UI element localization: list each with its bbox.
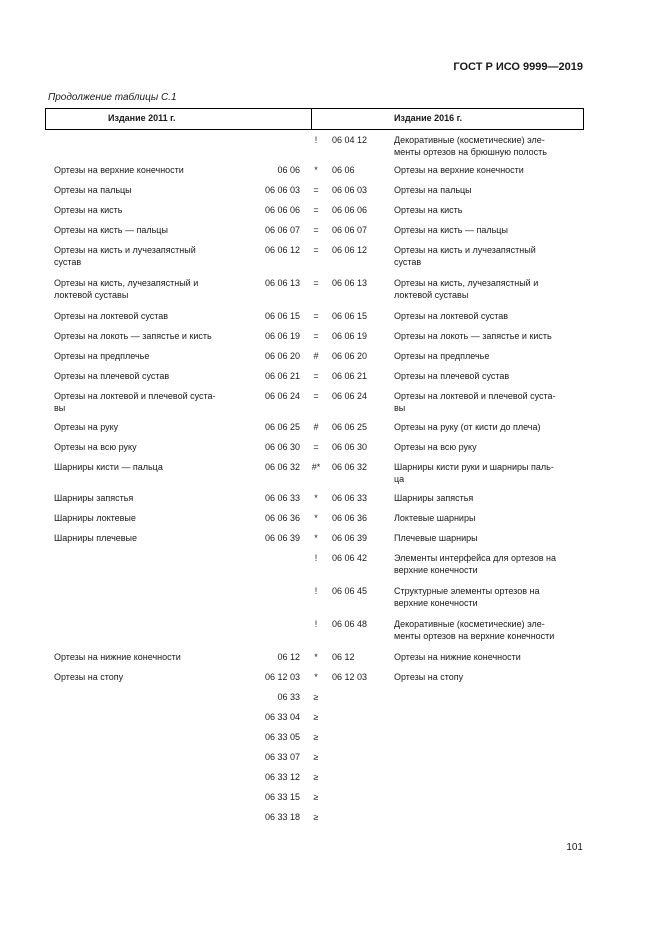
relation-symbol: * [314, 652, 318, 662]
code-2011: 06 06 03 [264, 185, 300, 195]
standard-header: ГОСТ Р ИСО 9999—2019 [453, 61, 583, 73]
table-caption: Продолжение таблицы С.1 [48, 92, 177, 103]
code-2016: 06 06 06 [332, 205, 368, 215]
name-2016: Структурные элементы ортезов на верхние конечности [394, 586, 540, 608]
code-2016: 06 06 48 [332, 619, 368, 629]
code-2016: 06 04 12 [332, 135, 368, 145]
name-2011: Шарниры плечевые [54, 533, 138, 543]
name-2016: Ортезы на верхние конечности [394, 165, 524, 175]
code-2016: 06 06 36 [332, 513, 368, 523]
relation-symbol: = [313, 331, 319, 341]
code-2011: 06 06 32 [264, 462, 300, 472]
name-2016: Шарниры кисти руки и шарниры паль- ца [394, 462, 554, 484]
name-2011: Ортезы на плечевой сустав [54, 371, 170, 381]
name-2016: Ортезы на локоть — запястье и кисть [394, 331, 552, 341]
relation-symbol: = [313, 245, 319, 255]
relation-symbol: ! [314, 586, 318, 596]
relation-symbol: = [313, 371, 319, 381]
header-2011: Издание 2011 г. [46, 109, 312, 129]
code-2011: 06 33 [277, 692, 300, 702]
code-2011: 06 33 15 [264, 792, 300, 802]
relation-symbol: ≥ [313, 732, 319, 742]
code-2011: 06 06 30 [264, 442, 300, 452]
relation-symbol: = [313, 442, 319, 452]
name-2011: Ортезы на локоть — запястье и кисть [54, 331, 212, 341]
relation-symbol: = [313, 205, 319, 215]
code-2011: 06 33 07 [264, 752, 300, 762]
code-2011: 06 06 06 [264, 205, 300, 215]
name-2016: Ортезы на нижние конечности [394, 652, 521, 662]
code-2016: 06 12 03 [332, 672, 368, 682]
name-2011: Ортезы на кисть — пальцы [54, 225, 168, 235]
relation-symbol: ≥ [313, 752, 319, 762]
code-2011: 06 06 15 [264, 311, 300, 321]
name-2011: Ортезы на кисть, лучезапястный и локтевой суставы [54, 278, 199, 300]
name-2016: Ортезы на локтевой и плечевой суста- вы [394, 391, 556, 413]
code-2011: 06 33 04 [264, 712, 300, 722]
code-2011: 06 33 18 [264, 812, 300, 822]
code-2016: 06 06 30 [332, 442, 368, 452]
code-2016: 06 06 24 [332, 391, 368, 401]
code-2011: 06 06 07 [264, 225, 300, 235]
code-2011: 06 33 05 [264, 732, 300, 742]
comparison-table [45, 108, 584, 822]
name-2011: Ортезы на кисть и лучезапястный сустав [54, 245, 196, 267]
name-2011: Ортезы на всю руку [54, 442, 137, 452]
name-2016: Ортезы на пальцы [394, 185, 472, 195]
name-2016: Ортезы на кисть [394, 205, 463, 215]
table-header [46, 109, 583, 130]
name-2016: Ортезы на кисть, лучезапястный и локтевой суставы [394, 278, 539, 300]
code-2016: 06 06 07 [332, 225, 368, 235]
name-2011: Ортезы на руку [54, 422, 119, 432]
code-2016: 06 06 25 [332, 422, 368, 432]
code-2016: 06 06 39 [332, 533, 368, 543]
relation-symbol: ≥ [313, 792, 319, 802]
code-2016: 06 06 21 [332, 371, 368, 381]
name-2016: Ортезы на предплечье [394, 351, 490, 361]
name-2011: Ортезы на пальцы [54, 185, 132, 195]
name-2011: Ортезы на локтевой и плечевой суста- вы [54, 391, 216, 413]
name-2016: Ортезы на всю руку [394, 442, 477, 452]
relation-symbol: # [313, 351, 319, 361]
relation-symbol: ! [314, 135, 318, 145]
relation-symbol: ≥ [313, 772, 319, 782]
relation-symbol: #* [311, 462, 321, 472]
name-2011: Ортезы на верхние конечности [54, 165, 184, 175]
code-2016: 06 06 19 [332, 331, 368, 341]
code-2011: 06 06 33 [264, 493, 300, 503]
code-2011: 06 06 25 [264, 422, 300, 432]
name-2011: Шарниры запястья [54, 493, 134, 503]
relation-symbol: = [313, 278, 319, 288]
name-2016: Локтевые шарниры [394, 513, 476, 523]
code-2016: 06 06 15 [332, 311, 368, 321]
name-2016: Ортезы на плечевой сустав [394, 371, 510, 381]
relation-symbol: * [314, 513, 318, 523]
name-2011: Ортезы на кисть [54, 205, 123, 215]
code-2016: 06 06 33 [332, 493, 368, 503]
name-2016: Ортезы на кисть — пальцы [394, 225, 508, 235]
relation-symbol: # [313, 422, 319, 432]
code-2011: 06 06 12 [264, 245, 300, 255]
relation-symbol: * [314, 165, 318, 175]
code-2016: 06 06 13 [332, 278, 368, 288]
code-2011: 06 06 39 [264, 533, 300, 543]
header-2016: Издание 2016 г. [394, 113, 463, 123]
relation-symbol: = [313, 225, 319, 235]
code-2016: 06 06 45 [332, 586, 368, 596]
code-2011: 06 06 13 [264, 278, 300, 288]
name-2011: Ортезы на нижние конечности [54, 652, 181, 662]
name-2016: Шарниры запястья [394, 493, 474, 503]
code-2011: 06 06 21 [264, 371, 300, 381]
relation-symbol: ≥ [313, 692, 319, 702]
code-2011: 06 06 20 [264, 351, 300, 361]
name-2016: Ортезы на руку (от кисти до плеча) [394, 422, 541, 432]
name-2016: Ортезы на локтевой сустав [394, 311, 509, 321]
code-2011: 06 06 19 [264, 331, 300, 341]
name-2016: Ортезы на кисть и лучезапястный сустав [394, 245, 536, 267]
name-2016: Плечевые шарниры [394, 533, 478, 543]
name-2011: Шарниры кисти — пальца [54, 462, 163, 472]
code-2011: 06 33 12 [264, 772, 300, 782]
code-2011: 06 06 24 [264, 391, 300, 401]
relation-symbol: = [313, 185, 319, 195]
code-2011: 06 06 [277, 165, 300, 175]
code-2011: 06 12 03 [264, 672, 300, 682]
code-2016: 06 06 42 [332, 553, 368, 563]
code-2016: 06 06 [332, 165, 355, 175]
code-2016: 06 06 20 [332, 351, 368, 361]
relation-symbol: = [313, 391, 319, 401]
page-number: 101 [566, 842, 583, 853]
relation-symbol: ≥ [313, 712, 319, 722]
relation-symbol: * [314, 672, 318, 682]
name-2011: Ортезы на предплечье [54, 351, 150, 361]
code-2016: 06 06 03 [332, 185, 368, 195]
name-2011: Ортезы на локтевой сустав [54, 311, 169, 321]
code-2016: 06 06 12 [332, 245, 368, 255]
code-2011: 06 12 [277, 652, 300, 662]
relation-symbol: ! [314, 619, 318, 629]
name-2016: Элементы интерфейса для ортезов на верхние конечности [394, 553, 556, 575]
code-2016: 06 06 32 [332, 462, 368, 472]
code-2016: 06 12 [332, 652, 355, 662]
relation-symbol: * [314, 533, 318, 543]
name-2011: Ортезы на стопу [54, 672, 124, 682]
code-2011: 06 06 36 [264, 513, 300, 523]
relation-symbol: = [313, 311, 319, 321]
name-2016: Декоративные (косметические) эле- менты ортезов на верхние конечности [394, 619, 555, 641]
relation-symbol: ! [314, 553, 318, 563]
name-2016: Ортезы на стопу [394, 672, 464, 682]
relation-symbol: * [314, 493, 318, 503]
relation-symbol: ≥ [313, 812, 319, 822]
name-2011: Шарниры локтевые [54, 513, 136, 523]
name-2016: Декоративные (косметические) эле- менты ортезов на брюшную полость [394, 135, 547, 157]
